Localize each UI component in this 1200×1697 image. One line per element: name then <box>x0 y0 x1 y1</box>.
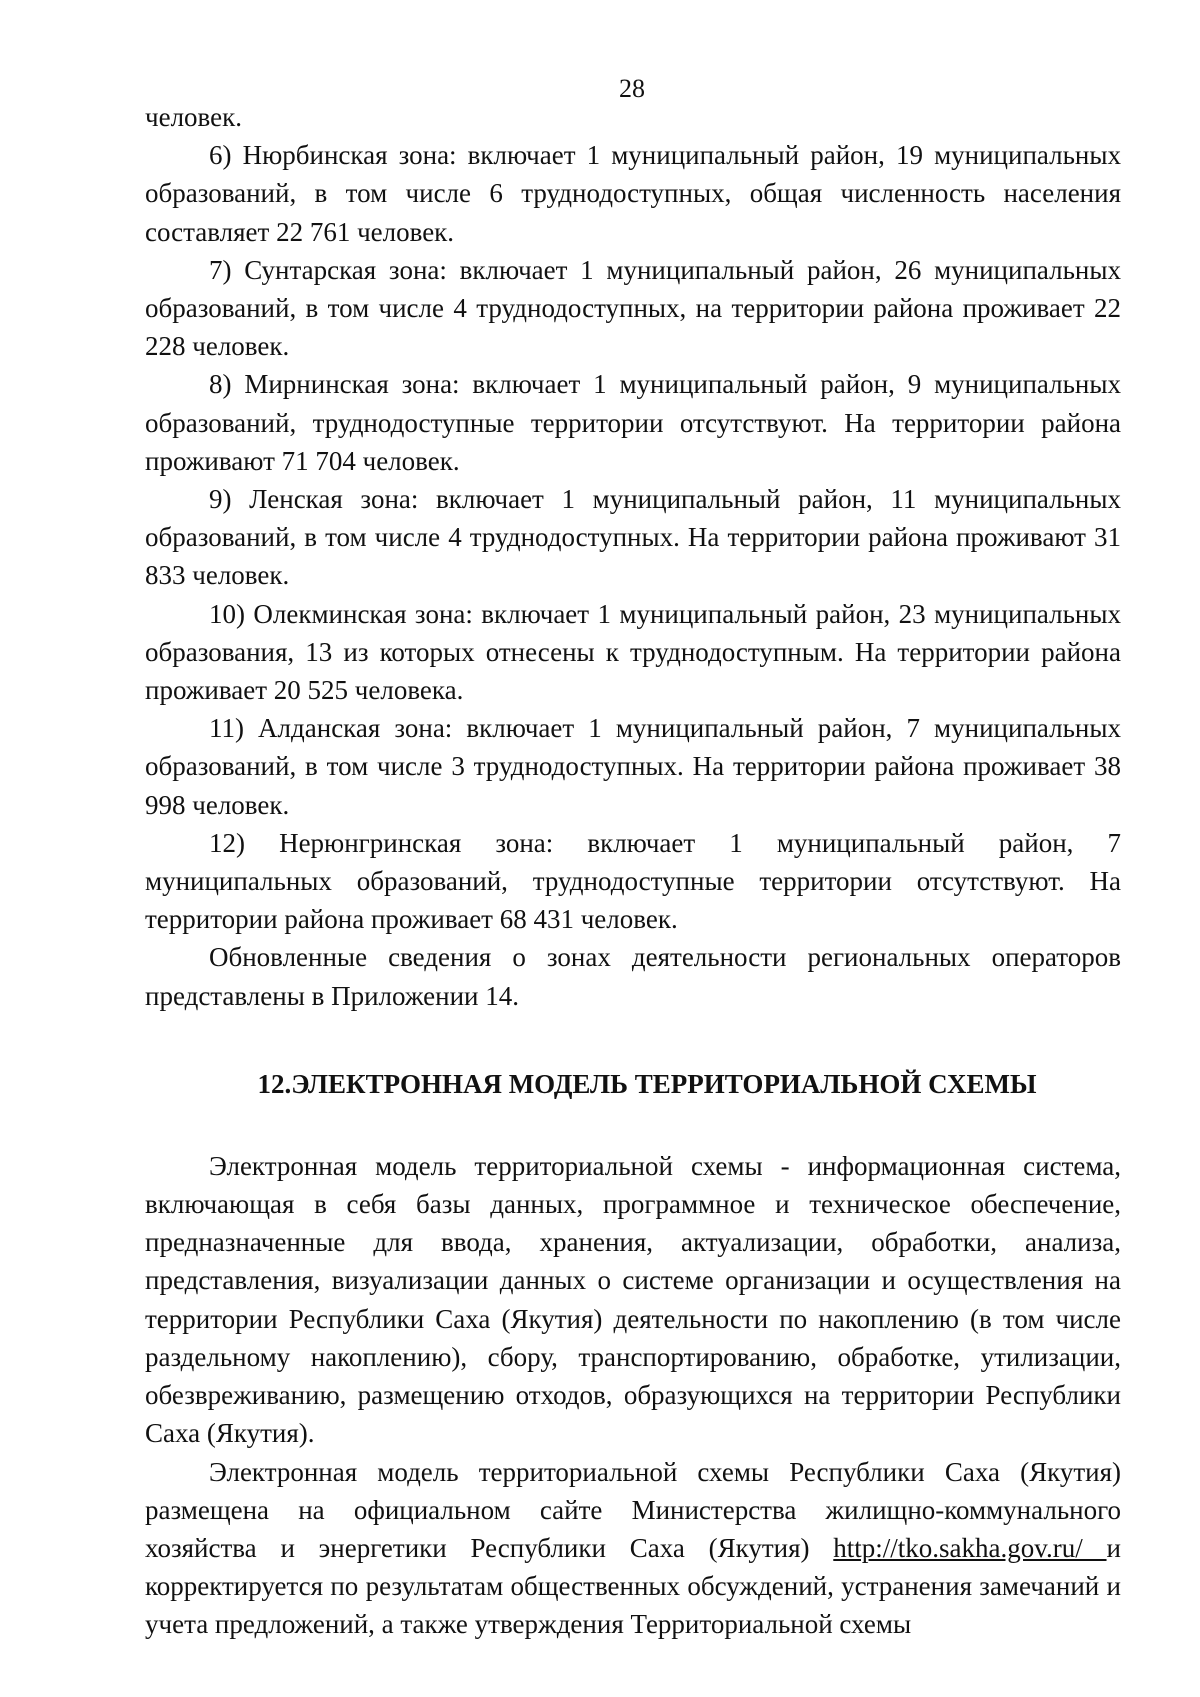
model-location-text-end: и корректируется по результатам общественных обсуждений, устранения замечаний и учета предложений, а также утверждения Территориальной схемы <box>145 1532 1121 1640</box>
zone-item-nyurba: 6) Нюрбинская зона: включает 1 муниципальный район, 19 муниципальных образований, в том числе 6 труднодоступных, общая численность населения составляет 22 761 человек. <box>145 140 1121 247</box>
section-heading: 12.ЭЛЕКТРОННАЯ МОДЕЛЬ ТЕРРИТОРИАЛЬНОЙ СХЕМЫ <box>257 1068 1037 1099</box>
zone-item-mirny: 8) Мирнинская зона: включает 1 муниципальный район, 9 муниципальных образований, труднодоступные территории отсутствуют. На территории района проживают 71 704 человек. <box>145 369 1121 476</box>
zone-item-suntar: 7) Сунтарская зона: включает 1 муниципальный район, 26 муниципальных образований, в том числе 4 труднодоступных, на территории района проживает 22 228 человек. <box>145 254 1121 362</box>
zone-item-neryungri: 12) Нерюнгринская зона: включает 1 муниципальный район, 7 муниципальных образований, труднодоступные территории отсутствуют. На территории района проживает 68 431 человек. <box>145 827 1121 935</box>
zone-item-olekminsk: 10) Олекминская зона: включает 1 муниципальный район, 23 муниципальных образования, 13 из которых отнесены к труднодоступным. На территории района проживает 20 525 человека. <box>145 598 1121 706</box>
zones-closing-note: Обновленные сведения о зонах деятельности региональных операторов представлены в Приложении 14. <box>145 942 1121 1011</box>
document-body <box>145 98 1121 1644</box>
tko-site-link[interactable]: http://tko.sakha.gov.ru/ <box>833 1532 1107 1563</box>
model-location-text-start: Электронная модель территориальной схемы Республики Саха (Якутия) размещена на официальном сайте Министерства жилищно-коммунального хозяйства и энергетики Республики Саха (Якутия) <box>145 1456 1121 1563</box>
page-number: 28 <box>619 74 645 103</box>
model-location-paragraph <box>145 1453 1121 1644</box>
continuation-text: человек. <box>145 102 242 132</box>
zone-item-aldan: 11) Алданская зона: включает 1 муниципальный район, 7 муниципальных образований, в том числе 3 труднодоступных. На территории района проживает 38 998 человек. <box>145 713 1121 820</box>
model-definition-paragraph: Электронная модель территориальной схемы - информационная система, включающая в себя базы данных, программное и техническое обеспечение, предназначенные для ввода, хранения, актуализации, обработки, анализа, представления, визуализации данных о системе организации и осуществления на территории Республики Саха (Якутия) деятельности по накоплению (в том числе раздельному накоплению), сбору, транспортированию, обработке, утилизации, обезвреживанию, размещению отходов, образующихся на территории Республики Саха (Якутия). <box>145 1150 1121 1449</box>
zone-item-lensk: 9) Ленская зона: включает 1 муниципальный район, 11 муниципальных образований, в том числе 4 труднодоступных. На территории района проживают 31 833 человек. <box>145 484 1121 591</box>
